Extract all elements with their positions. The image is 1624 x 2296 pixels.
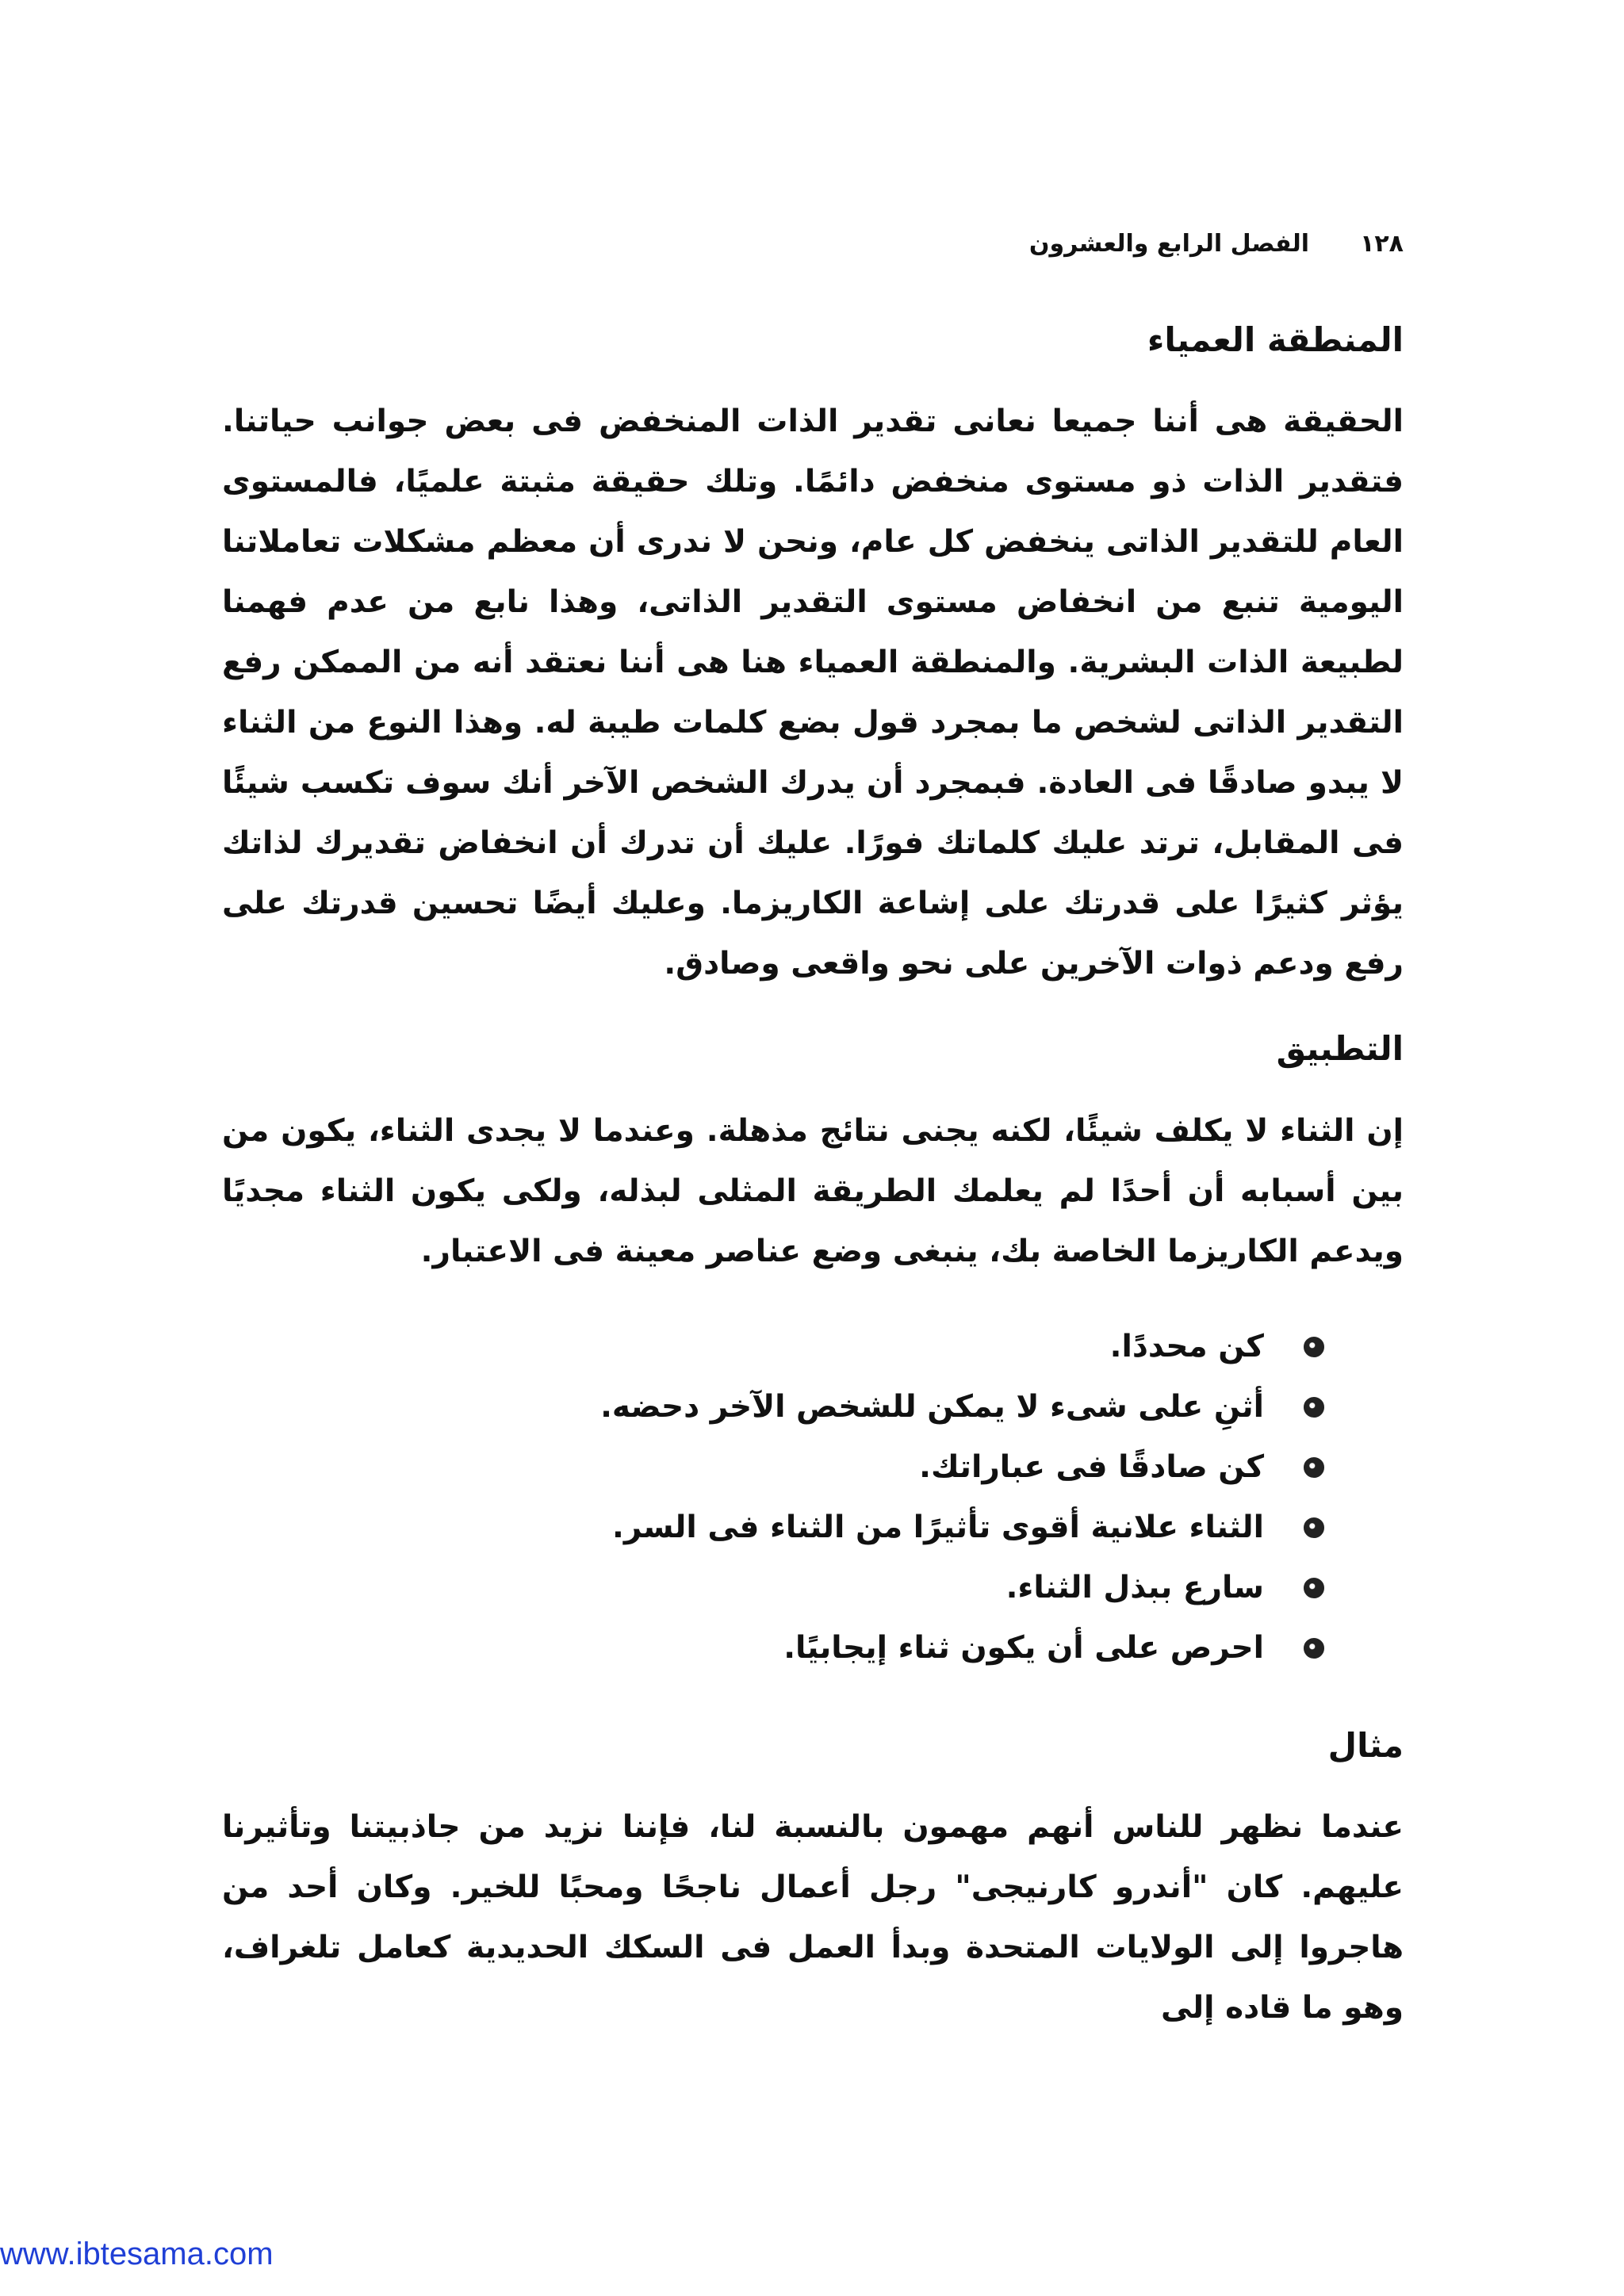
paragraph-example: عندما نظهر للناس أنهم مهمون بالنسبة لنا، فإننا نزيد من جاذبيتنا وتأثيرنا عليهم. كان "أندرو كارنيجى" رجل أعمال ناجحًا ومحبًا للخير. وكان أحد من هاجروا إلى الولايات المتحدة وبدأ العمل فى السكك الحديدية كعامل تلغراف، وهو ما قاده إلى	[222, 1809, 1404, 2026]
running-header	[222, 230, 1404, 270]
list-item-text: كن محددًا.	[1109, 1329, 1264, 1365]
list-item	[222, 1377, 1324, 1437]
flower-bullet-icon	[1304, 1457, 1324, 1478]
list-item-text: أثنِ على شىء لا يمكن للشخص الآخر دحضه.	[600, 1389, 1264, 1425]
watermark-link[interactable]: www.ibtesama.com	[0, 2237, 274, 2271]
paragraph-blind-zone: الحقيقة هى أننا جميعا نعانى تقدير الذات المنخفض فى بعض جوانب حياتنا. فتقدير الذات ذو مستوى منخفض دائمًا. وتلك حقيقة مثبتة علميًا، فالمستوى العام للتقدير الذاتى ينخفض كل عام، ونحن لا ندرى أن معظم مشكلات تعاملاتنا اليومية تنبع من انخفاض مستوى التقدير الذاتى، وهذا نابع من عدم فهمنا لطبيعة الذات البشرية. والمنطقة العمياء هنا هى أننا نعتقد أنه من الممكن رفع التقدير الذاتى لشخص ما بمجرد قول بضع كلمات طيبة له. وهذا النوع من الثناء لا يبدو صادقًا فى العادة. فبمجرد أن يدرك الشخص الآخر أنك سوف تكسب شيئًا فى المقابل، ترتد عليك كلماتك فورًا. عليك أن تدرك أن انخفاض تقديرك لذاتك يؤثر كثيرًا على قدرتك على إشاعة الكاريزما. وعليك أيضًا تحسين قدرتك على رفع ودعم ذوات الآخرين على نحو واقعى وصادق.	[222, 404, 1404, 982]
tips-list	[222, 1317, 1404, 1678]
flower-bullet-icon	[1304, 1337, 1324, 1357]
chapter-title: الفصل الرابع والعشرون	[1028, 230, 1310, 258]
section-heading-blind-zone: المنطقة العمياء	[1147, 320, 1404, 359]
book-page	[222, 230, 1404, 2180]
list-item-text: سارع ببذل الثناء.	[1005, 1570, 1264, 1606]
paragraph-application: إن الثناء لا يكلف شيئًا، لكنه يجنى نتائج مذهلة. وعندما لا يجدى الثناء، يكون من بين أسبابه أن أحدًا لم يعلمك الطريقة المثلى لبذله، ولكى يكون الثناء مجديًا ويدعم الكاريزما الخاصة بك، ينبغى وضع عناصر معينة فى الاعتبار.	[222, 1112, 1404, 1269]
list-item	[222, 1317, 1324, 1377]
flower-bullet-icon	[1304, 1578, 1324, 1598]
list-item	[222, 1498, 1324, 1558]
list-item	[222, 1437, 1324, 1498]
flower-bullet-icon	[1304, 1638, 1324, 1659]
list-item	[222, 1618, 1324, 1678]
flower-bullet-icon	[1304, 1517, 1324, 1538]
section-heading-application: التطبيق	[1276, 1029, 1404, 1069]
list-item-text: احرص على أن يكون ثناء إيجابيًا.	[783, 1630, 1264, 1667]
list-item	[222, 1558, 1324, 1618]
list-item-text: الثناء علانية أقوى تأثيرًا من الثناء فى السر.	[612, 1510, 1264, 1546]
list-item-text: كن صادقًا فى عباراتك.	[919, 1449, 1264, 1486]
flower-bullet-icon	[1304, 1397, 1324, 1418]
page-number: ١٢٨	[1360, 230, 1404, 258]
section-heading-example: مثال	[1327, 1725, 1404, 1765]
